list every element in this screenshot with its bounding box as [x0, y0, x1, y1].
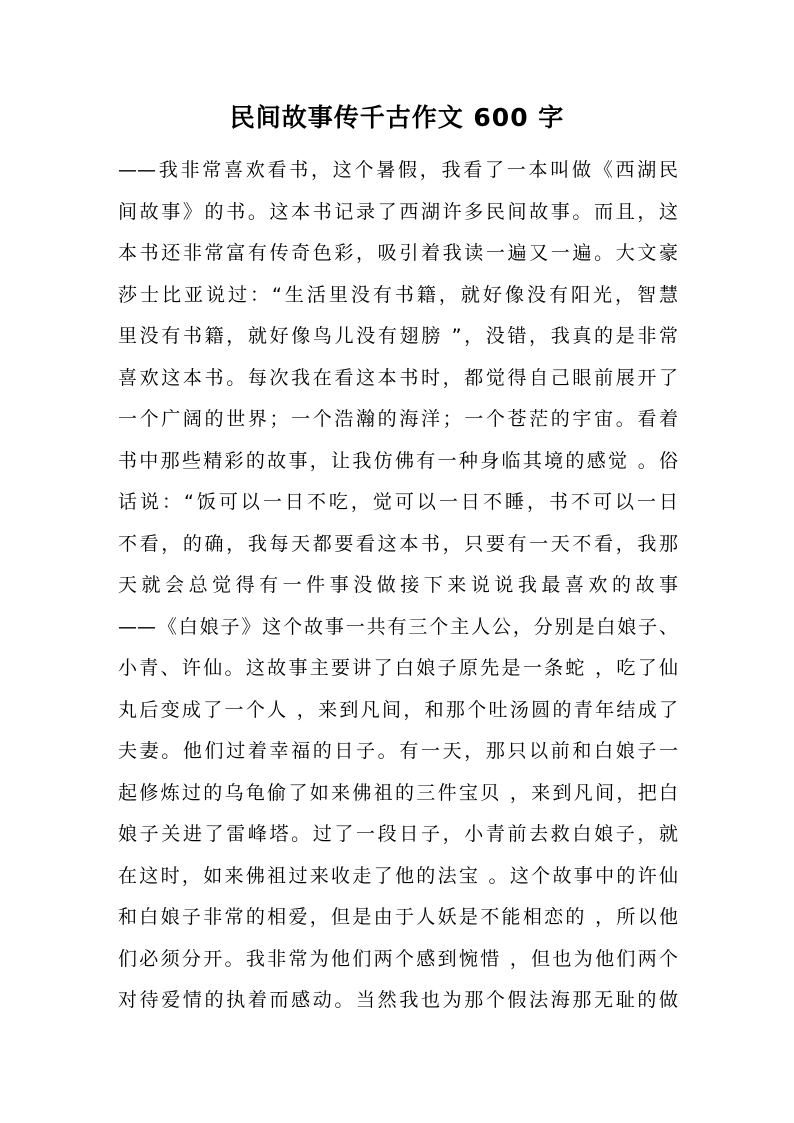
text-line: 本书还非常富有传奇色彩，吸引着我读一遍又一遍。大文豪: [118, 242, 678, 264]
text-line: 娘子关进了雷峰塔。过了一段日子，小青前去救白娘子，就: [118, 823, 678, 845]
text-line: 话说：“饭可以一日不吃，觉可以一日不睡，书不可以一日: [118, 491, 678, 513]
text-line: 和白娘子非常的相爱，但是由于人妖是不能相恋的 ，所以他: [118, 906, 678, 928]
body-text: [118, 150, 678, 1022]
text-line: 间故事》的书。这本书记录了西湖许多民间故事。而且，这: [118, 200, 678, 223]
text-line: ——我非常喜欢看书，这个暑假，我看了一本叫做《西湖民: [118, 159, 678, 181]
text-line: 丸后变成了一个人 ，来到凡间，和那个吐汤圆的青年结成了: [118, 698, 678, 721]
text-line: 起修炼过的乌龟偷了如来佛祖的三件宝贝 ，来到凡间，把白: [118, 781, 678, 804]
text-line: 不看，的确，我每天都要看这本书，只要有一天不看，我那: [118, 532, 678, 555]
text-line: 对待爱情的执着而感动。当然我也为那个假法海那无耻的做: [118, 989, 678, 1011]
text-line: 在这时，如来佛祖过来收走了他的法宝 。这个故事中的许仙: [118, 864, 678, 887]
text-line: 莎士比亚说过：“生活里没有书籍，就好像没有阳光，智慧: [118, 283, 678, 306]
text-line: 小青、许仙。这故事主要讲了白娘子原先是一条蛇 ，吃了仙: [118, 657, 678, 679]
text-line: 天就会总觉得有一件事没做接下来说说我最喜欢的故事: [118, 574, 678, 596]
text-line: 喜欢这本书。每次我在看这本书时，都觉得自己眼前展开了: [118, 366, 678, 389]
text-line: 夫妻。他们过着幸福的日子。有一天，那只以前和白娘子一: [118, 740, 678, 762]
text-line: 一个广阔的世界；一个浩瀚的海洋；一个苍茫的宇宙。看着: [118, 408, 678, 430]
text-line: 们必须分开。我非常为他们两个感到惋惜 ，但也为他们两个: [118, 947, 678, 970]
page-title: 民间故事传千古作文 600 字: [229, 103, 565, 132]
text-line: ——《白娘子》这个故事一共有三个主人公，分别是白娘子、: [118, 615, 678, 638]
text-line: 里没有书籍，就好像鸟儿没有翅膀 ”，没错，我真的是非常: [118, 325, 678, 347]
text-line: 书中那些精彩的故事，让我仿佛有一种身临其境的感觉 。俗: [118, 449, 678, 472]
